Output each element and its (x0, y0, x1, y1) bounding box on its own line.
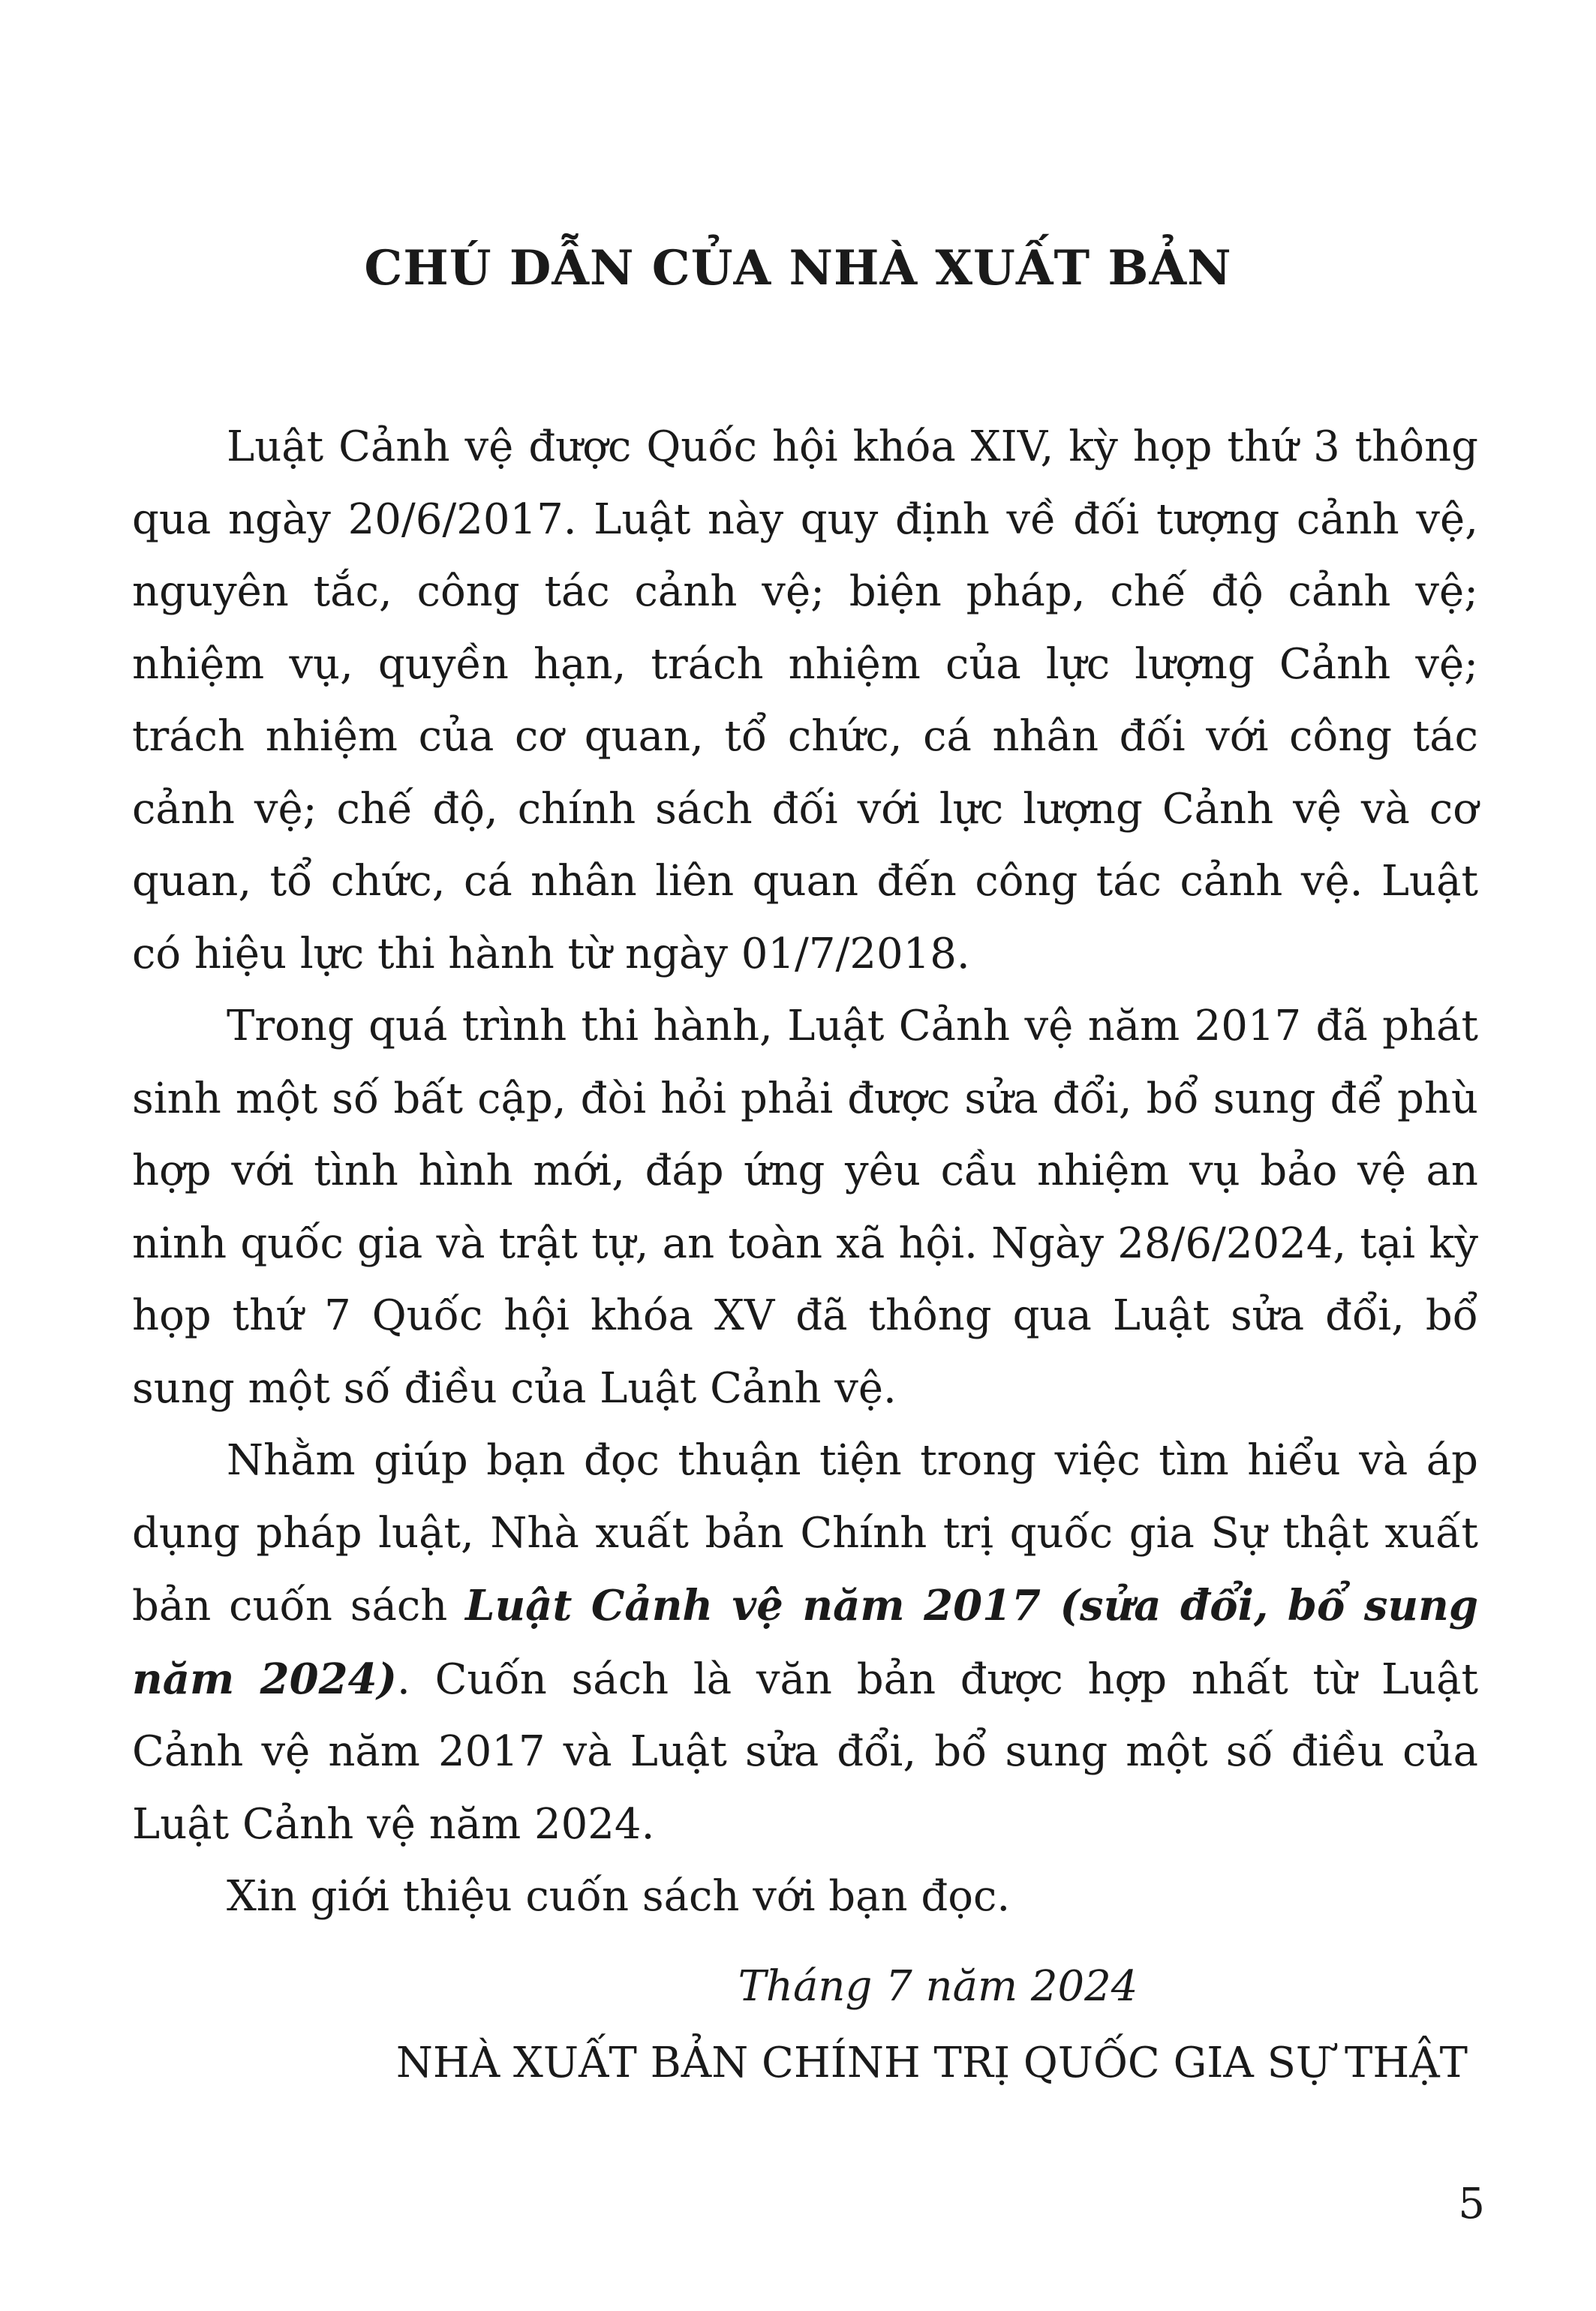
page-title: CHÚ DẪN CỦA NHÀ XUẤT BẢN (364, 240, 1232, 296)
page-number: 5 (1458, 2180, 1485, 2228)
paragraph-purpose-tail: . Cuốn sách là văn bản được hợp nhất từ Luật Cảnh vệ năm 2017 và Luật sửa đổi, bổ sung một số điều của Luật Cảnh vệ năm 2024. (132, 1654, 1478, 1849)
publisher-signature: NHÀ XUẤT BẢN CHÍNH TRỊ QUỐC GIA SỰ THẬT (395, 2039, 1468, 2087)
paragraph-purpose (132, 1425, 1478, 1861)
body-text (132, 411, 1478, 1934)
paragraph-purpose-lead: Nhằm giúp bạn đọc thuận tiện trong việc tìm hiểu và áp dụng pháp luật, Nhà xuất bản Chính trị quốc gia Sự thật xuất bản cuốn sách (132, 1436, 1478, 1630)
paragraph-closing: Xin giới thiệu cuốn sách với bạn đọc. (227, 1872, 1011, 1921)
book-title: Luật Cảnh vệ năm 2017 (sửa đổi, bổ sung năm 2024) (132, 1581, 1478, 1704)
paragraph-intro: Luật Cảnh vệ được Quốc hội khóa XIV, kỳ họp thứ 3 thông qua ngày 20/6/2017. Luật này quy định về đối tượng cảnh vệ, nguyên tắc, công tác cảnh vệ; biện pháp, chế độ cảnh vệ; nhiệm vụ, quyền hạn, trách nhiệm của lực lượng Cảnh vệ; trách nhiệm của cơ quan, tổ chức, cá nhân đối với công tác cảnh vệ; chế độ, chính sách đối với lực lượng Cảnh vệ và cơ quan, tổ chức, cá nhân liên quan đến công tác cảnh vệ. Luật có hiệu lực thi hành từ ngày 01/7/2018. (132, 422, 1478, 978)
date-line: Tháng 7 năm 2024 (738, 1962, 1138, 2011)
paragraph-amendment: Trong quá trình thi hành, Luật Cảnh vệ năm 2017 đã phát sinh một số bất cập, đòi hỏi phải được sửa đổi, bổ sung để phù hợp với tình hình mới, đáp ứng yêu cầu nhiệm vụ bảo vệ an ninh quốc gia và trật tự, an toàn xã hội. Ngày 28/6/2024, tại kỳ họp thứ 7 Quốc hội khóa XV đã thông qua Luật sửa đổi, bổ sung một số điều của Luật Cảnh vệ. (132, 1002, 1478, 1413)
